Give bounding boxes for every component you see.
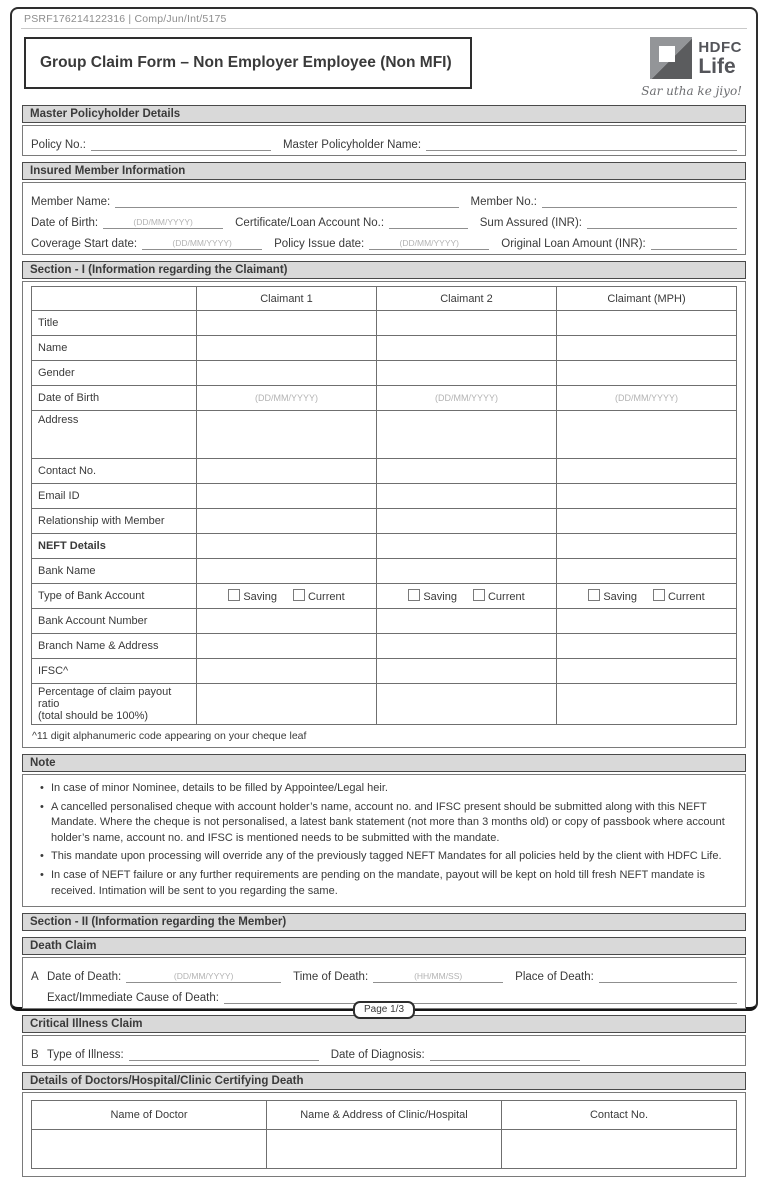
- hdfc-logo-square: [659, 46, 675, 62]
- claimant-cell[interactable]: [377, 459, 557, 484]
- claimant-cell[interactable]: [197, 311, 377, 336]
- logo-tagline: Sar utha ke jiyo!: [641, 84, 742, 98]
- claimant-cell[interactable]: [197, 534, 377, 559]
- claimant-column-header: Claimant 1: [197, 287, 377, 311]
- claimant-table-row: [32, 684, 737, 725]
- claimant-cell[interactable]: [557, 534, 737, 559]
- claimant-cell[interactable]: [557, 609, 737, 634]
- current-checkbox[interactable]: [653, 589, 665, 601]
- section-1-claimant: [22, 261, 746, 748]
- member-no-label: Member No.:: [470, 196, 537, 208]
- date-format-hint: (DD/MM/YYYY): [435, 393, 498, 403]
- claimant-cell[interactable]: [197, 509, 377, 534]
- doctors-table: [31, 1100, 737, 1169]
- row-label: Address: [32, 411, 197, 459]
- claimant-column-header: Claimant (MPH): [557, 287, 737, 311]
- master-policyholder-name-label: Master Policyholder Name:: [282, 139, 422, 151]
- note-bullet: • This mandate upon processing will override any of the previously tagged NEFT Mandates for all policies held by the client with HDFC Life.: [51, 849, 737, 865]
- claimant-cell[interactable]: [557, 386, 737, 411]
- claimant-cell[interactable]: [197, 411, 377, 459]
- doctors-table-header-row: [32, 1101, 737, 1130]
- claimant-table-row: [32, 659, 737, 684]
- cause-of-death-label: Exact/Immediate Cause of Death:: [47, 992, 219, 1005]
- time-of-death-label: Time of Death:: [293, 971, 369, 984]
- claimant-table-row: [32, 609, 737, 634]
- place-of-death-label: Place of Death:: [515, 971, 594, 984]
- policy-issue-label: Policy Issue date:: [274, 238, 365, 250]
- doctors-column-header: Contact No.: [502, 1101, 737, 1130]
- section-critical-illness: [22, 1015, 746, 1066]
- claimant-cell[interactable]: [197, 684, 377, 725]
- claimant-cell[interactable]: [377, 509, 557, 534]
- doctors-cell[interactable]: [502, 1130, 737, 1169]
- page-title: Group Claim Form – Non Employer Employee (Non MFI): [24, 37, 472, 89]
- claimant-cell[interactable]: [377, 386, 557, 411]
- claimant-cell[interactable]: [197, 336, 377, 361]
- current-checkbox-label: Current: [667, 591, 705, 603]
- dob-format-hint: (DD/MM/YYYY): [133, 216, 193, 227]
- claimant-table-row: [32, 584, 737, 609]
- form-header: [24, 37, 744, 98]
- date-of-death-format-hint: (DD/MM/YYYY): [173, 970, 234, 981]
- time-of-death-input-line[interactable]: [373, 969, 503, 983]
- date-format-hint: (DD/MM/YYYY): [615, 393, 678, 403]
- claimant-table-corner-cell: [32, 287, 197, 311]
- section-note: [22, 754, 746, 907]
- claimant-cell[interactable]: [377, 311, 557, 336]
- claimant-cell[interactable]: [557, 684, 737, 725]
- note-bullet: • In case of minor Nominee, details to be filled by Appointee/Legal heir.: [51, 781, 737, 797]
- claimant-cell[interactable]: [557, 634, 737, 659]
- claimant-table-row: [32, 459, 737, 484]
- critical-illness-item-letter: B: [31, 1049, 39, 1062]
- claimant-table-row: [32, 534, 737, 559]
- row-label: Percentage of claim payout ratio (total should be 100%): [32, 684, 197, 725]
- logo-hdfc-text: HDFC: [698, 38, 742, 56]
- policy-issue-input-line[interactable]: [369, 236, 489, 250]
- claimant-cell[interactable]: [557, 659, 737, 684]
- claimant-table-row: [32, 411, 737, 459]
- date-of-death-label: Date of Death:: [47, 971, 122, 984]
- master-policyholder-name-input-line[interactable]: [426, 137, 737, 151]
- sum-assured-label: Sum Assured (INR):: [479, 217, 582, 229]
- claimant-cell[interactable]: [377, 634, 557, 659]
- claimant-cell[interactable]: [557, 484, 737, 509]
- claimant-cell[interactable]: [197, 484, 377, 509]
- ifsc-footnote: ^11 digit alphanumeric code appearing on your cheque leaf: [32, 730, 307, 742]
- claimant-table-row: [32, 559, 737, 584]
- date-of-death-input-line[interactable]: [126, 969, 281, 983]
- claimant-table-row: [32, 361, 737, 386]
- doctors-column-header: Name of Doctor: [32, 1101, 267, 1130]
- current-checkbox[interactable]: [473, 589, 485, 601]
- row-label: Contact No.: [32, 459, 197, 484]
- hdfc-life-logo: [622, 37, 744, 98]
- policy-issue-format-hint: (DD/MM/YYYY): [399, 237, 460, 248]
- row-label: Type of Bank Account: [32, 584, 197, 609]
- claimant-cell[interactable]: [197, 361, 377, 386]
- doctors-cell[interactable]: [32, 1130, 267, 1169]
- claimant-column-header: Claimant 2: [377, 287, 557, 311]
- note-list: [31, 781, 737, 899]
- row-label: Branch Name & Address: [32, 634, 197, 659]
- dob-input-line[interactable]: [103, 215, 223, 229]
- row-label: Email ID: [32, 484, 197, 509]
- saving-checkbox[interactable]: [408, 589, 420, 601]
- row-label: Relationship with Member: [32, 509, 197, 534]
- date-of-diagnosis-label: Date of Diagnosis:: [330, 1049, 425, 1062]
- policy-no-input-line[interactable]: [91, 137, 271, 151]
- claimant-cell[interactable]: [377, 659, 557, 684]
- note-bullet: • In case of NEFT failure or any further requirements are pending on the mandate, payout will be kept on hold till fresh NEFT mandate is received. Intimation will be sent to you regarding the same.: [51, 868, 737, 899]
- death-claim-header: Death Claim: [22, 937, 746, 955]
- form-page: [10, 7, 758, 1122]
- claimant-cell[interactable]: [197, 559, 377, 584]
- coverage-format-hint: (DD/MM/YYYY): [172, 237, 232, 248]
- saving-checkbox[interactable]: [588, 589, 600, 601]
- claimant-table-header-row: [32, 287, 737, 311]
- claimant-table-row: [32, 484, 737, 509]
- insured-member-header: Insured Member Information: [22, 162, 746, 180]
- claimant-cell[interactable]: [557, 311, 737, 336]
- row-label: Name: [32, 336, 197, 361]
- certificate-loan-label: Certificate/Loan Account No.:: [235, 217, 385, 229]
- doctors-column-header: Name & Address of Clinic/Hospital: [267, 1101, 502, 1130]
- cause-of-death-input-line[interactable]: [224, 990, 737, 1004]
- place-of-death-input-line[interactable]: [599, 969, 737, 983]
- original-loan-input-line[interactable]: [651, 236, 737, 250]
- claimant-cell[interactable]: [557, 459, 737, 484]
- claimant-cell[interactable]: [377, 484, 557, 509]
- section-master-policyholder: [22, 105, 746, 156]
- section-2-header: Section - II (Information regarding the Member): [22, 913, 746, 931]
- claimant-cell[interactable]: [557, 411, 737, 459]
- date-of-diagnosis-input-line[interactable]: [430, 1047, 580, 1061]
- claimant-cell[interactable]: [557, 336, 737, 361]
- type-of-illness-label: Type of Illness:: [47, 1049, 124, 1062]
- claimant-cell[interactable]: [377, 684, 557, 725]
- doctors-cell[interactable]: [267, 1130, 502, 1169]
- claimant-cell[interactable]: [377, 336, 557, 361]
- claimant-cell[interactable]: [377, 584, 557, 609]
- claimant-cell[interactable]: [197, 634, 377, 659]
- page-number-badge: Page 1/3: [353, 1001, 415, 1019]
- claimant-table-row: [32, 311, 737, 336]
- saving-checkbox-label: Saving: [423, 591, 457, 603]
- hdfc-logo-icon: [650, 37, 692, 79]
- claimant-cell[interactable]: [557, 361, 737, 386]
- saving-checkbox[interactable]: [228, 589, 240, 601]
- row-label: Title: [32, 311, 197, 336]
- row-label: IFSC^: [32, 659, 197, 684]
- claimant-table-row: [32, 386, 737, 411]
- claimant-cell[interactable]: [557, 559, 737, 584]
- section-death-claim: [22, 937, 746, 1009]
- critical-illness-header: Critical Illness Claim: [22, 1015, 746, 1033]
- claimant-cell[interactable]: [377, 411, 557, 459]
- type-of-illness-input-line[interactable]: [129, 1047, 319, 1061]
- form-reference-number: PSRF176214122316 | Comp/Jun/Int/5175: [21, 9, 747, 29]
- claimant-cell[interactable]: [377, 534, 557, 559]
- section-insured-member: [22, 162, 746, 255]
- section-1-header: Section - I (Information regarding the Claimant): [22, 261, 746, 279]
- row-label: Gender: [32, 361, 197, 386]
- current-checkbox[interactable]: [293, 589, 305, 601]
- member-name-label: Member Name:: [31, 196, 111, 208]
- current-checkbox-label: Current: [307, 591, 345, 603]
- claimant-cell[interactable]: [557, 584, 737, 609]
- claimant-cell[interactable]: [197, 609, 377, 634]
- member-no-input-line[interactable]: [542, 194, 737, 208]
- claimant-cell[interactable]: [377, 559, 557, 584]
- claimant-table-row: [32, 336, 737, 361]
- row-label: Bank Account Number: [32, 609, 197, 634]
- member-name-input-line[interactable]: [115, 194, 458, 208]
- dob-label: Date of Birth:: [31, 217, 99, 229]
- claimant-cell[interactable]: [557, 509, 737, 534]
- doctors-header: Details of Doctors/Hospital/Clinic Certifying Death: [22, 1072, 746, 1090]
- claimant-cell[interactable]: [197, 459, 377, 484]
- row-label: NEFT Details: [32, 534, 197, 559]
- doctors-table-row: [32, 1130, 737, 1169]
- note-header: Note: [22, 754, 746, 772]
- date-format-hint: (DD/MM/YYYY): [255, 393, 318, 403]
- logo-wordmark: [698, 40, 742, 77]
- claimant-cell[interactable]: [197, 386, 377, 411]
- section-doctors: [22, 1072, 746, 1177]
- note-bullet: • A cancelled personalised cheque with account holder’s name, account no. and IFSC present should be submitted along with this NEFT Mandate. Where the cheque is not personalised, a latest bank statement (not more than 3 months old) or copy of passbook where account holder’s name, account no. and IFSC is mentioned needs to be submitted with the mandate.: [51, 800, 737, 847]
- claimant-table-row: [32, 509, 737, 534]
- coverage-start-label: Coverage Start date:: [31, 238, 138, 250]
- logo-life-text: Life: [698, 54, 736, 78]
- claimant-table-row: [32, 634, 737, 659]
- master-policyholder-header: Master Policyholder Details: [22, 105, 746, 123]
- coverage-start-input-line[interactable]: [142, 236, 262, 250]
- claimant-cell[interactable]: [197, 659, 377, 684]
- section-2-member: [22, 913, 746, 931]
- policy-no-label: Policy No.:: [31, 139, 86, 151]
- row-label: Date of Birth: [32, 386, 197, 411]
- claimant-cell[interactable]: [197, 584, 377, 609]
- claimant-cell[interactable]: [377, 609, 557, 634]
- death-claim-item-letter: A: [31, 971, 39, 984]
- saving-checkbox-label: Saving: [603, 591, 637, 603]
- original-loan-label: Original Loan Amount (INR):: [501, 238, 646, 250]
- time-of-death-format-hint: (HH/MM/SS): [414, 970, 463, 981]
- claimant-table: [31, 286, 737, 725]
- row-label: Bank Name: [32, 559, 197, 584]
- certificate-loan-input-line[interactable]: [389, 215, 468, 229]
- saving-checkbox-label: Saving: [243, 591, 277, 603]
- claimant-cell[interactable]: [377, 361, 557, 386]
- current-checkbox-label: Current: [487, 591, 525, 603]
- sum-assured-input-line[interactable]: [587, 215, 737, 229]
